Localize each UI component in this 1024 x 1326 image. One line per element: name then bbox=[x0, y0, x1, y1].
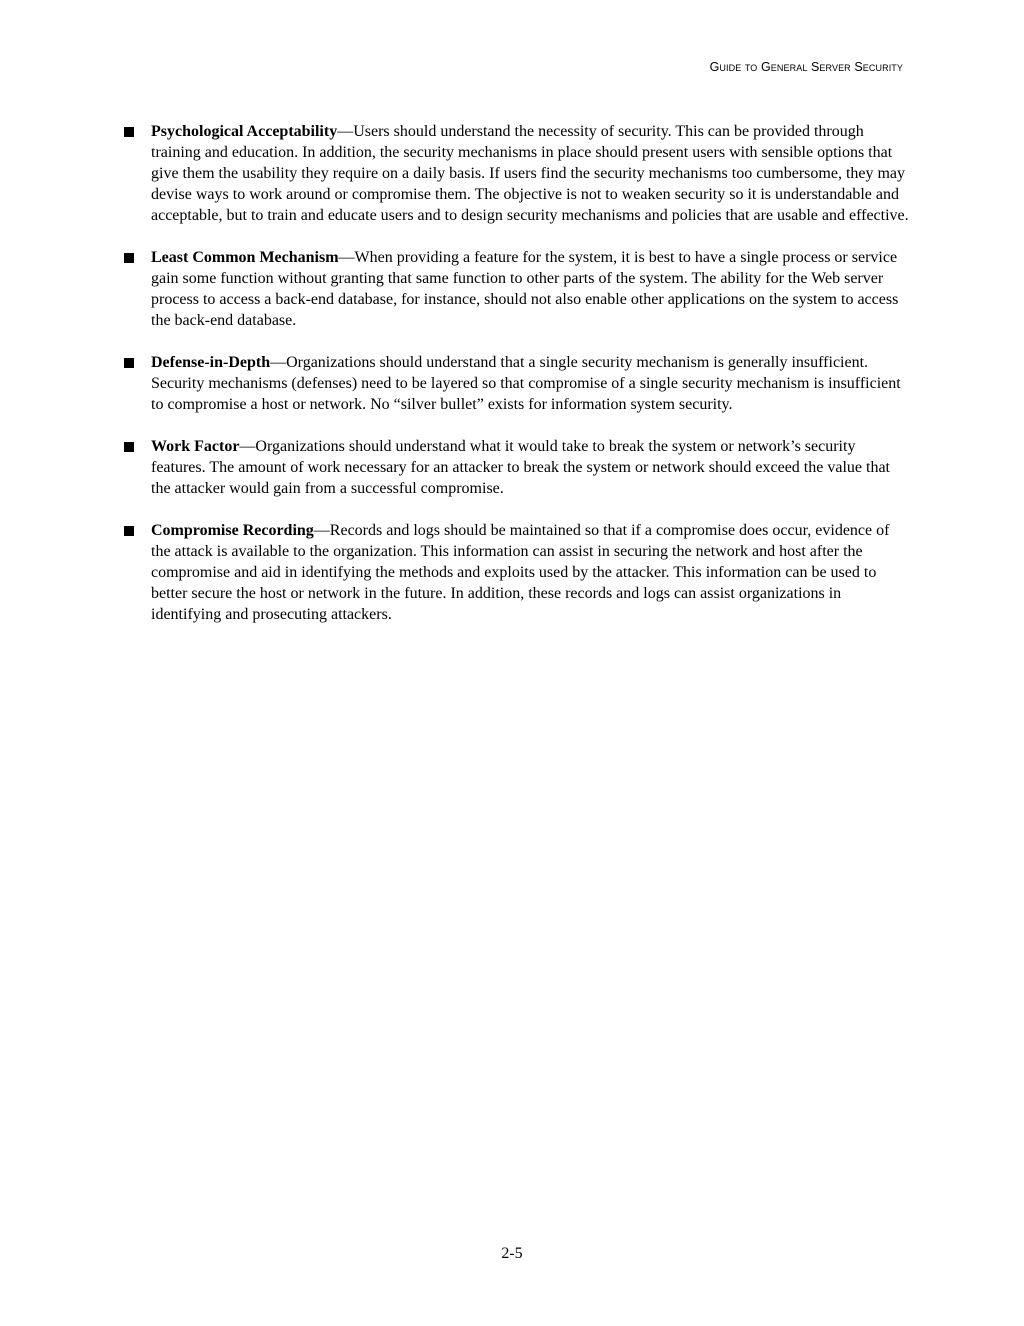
term-description: —Organizations should understand that a single security mechanism is generally insufficient. Security mechanisms (defenses) need to be layered so that compromise of a single security mechanism is insufficient to compromise a host or network. No “silver bullet” exists for information system security. bbox=[151, 354, 901, 413]
term-description: —Organizations should understand what it would take to break the system or network’s security features. The amount of work necessary for an attacker to break the system or network should exceed the value that the attacker would gain from a successful compromise. bbox=[151, 438, 890, 497]
term-heading: Psychological Acceptability bbox=[151, 123, 338, 140]
square-bullet-icon bbox=[124, 127, 134, 137]
square-bullet-icon bbox=[124, 442, 134, 452]
list-item-defense-in-depth bbox=[120, 352, 910, 415]
list-item-psychological-acceptability bbox=[120, 121, 910, 226]
term-heading: Compromise Recording bbox=[151, 522, 314, 539]
term-heading: Work Factor bbox=[151, 438, 240, 455]
term-description: —Records and logs should be maintained so that if a compromise does occur, evidence of the attack is available to the organization. This information can assist in securing the network and host after the compromise and aid in identifying the methods and exploits used by the attacker. This information can be used to better secure the host or network in the future. In addition, these records and logs can assist organizations in identifying and prosecuting attackers. bbox=[151, 522, 890, 623]
term-heading: Least Common Mechanism bbox=[151, 249, 339, 266]
square-bullet-icon bbox=[124, 526, 134, 536]
page-number: 2-5 bbox=[501, 1245, 523, 1262]
page-body bbox=[120, 121, 910, 646]
term-description: —When providing a feature for the system, it is best to have a single process or service gain some function without granting that same function to other parts of the system. The ability for the Web server process to access a back-end database, for instance, should not also enable other applications on the system to access the back-end database. bbox=[151, 249, 899, 329]
square-bullet-icon bbox=[124, 253, 134, 263]
term-heading: Defense-in-Depth bbox=[151, 354, 271, 371]
term-description: —Users should understand the necessity of security. This can be provided through training and education. In addition, the security mechanisms in place should present users with sensible options that give them the usability they require on a daily basis. If users find the security mechanisms too cumbersome, they may devise ways to work around or compromise them. The objective is not to weaken security so it is understandable and acceptable, but to train and educate users and to design security mechanisms and policies that are usable and effective. bbox=[151, 123, 909, 224]
list-item-work-factor bbox=[120, 436, 910, 499]
running-header: Guide to General Server Security bbox=[709, 60, 903, 74]
list-item-least-common-mechanism bbox=[120, 247, 910, 331]
principles-list bbox=[120, 121, 910, 625]
list-item-compromise-recording bbox=[120, 520, 910, 625]
square-bullet-icon bbox=[124, 358, 134, 368]
